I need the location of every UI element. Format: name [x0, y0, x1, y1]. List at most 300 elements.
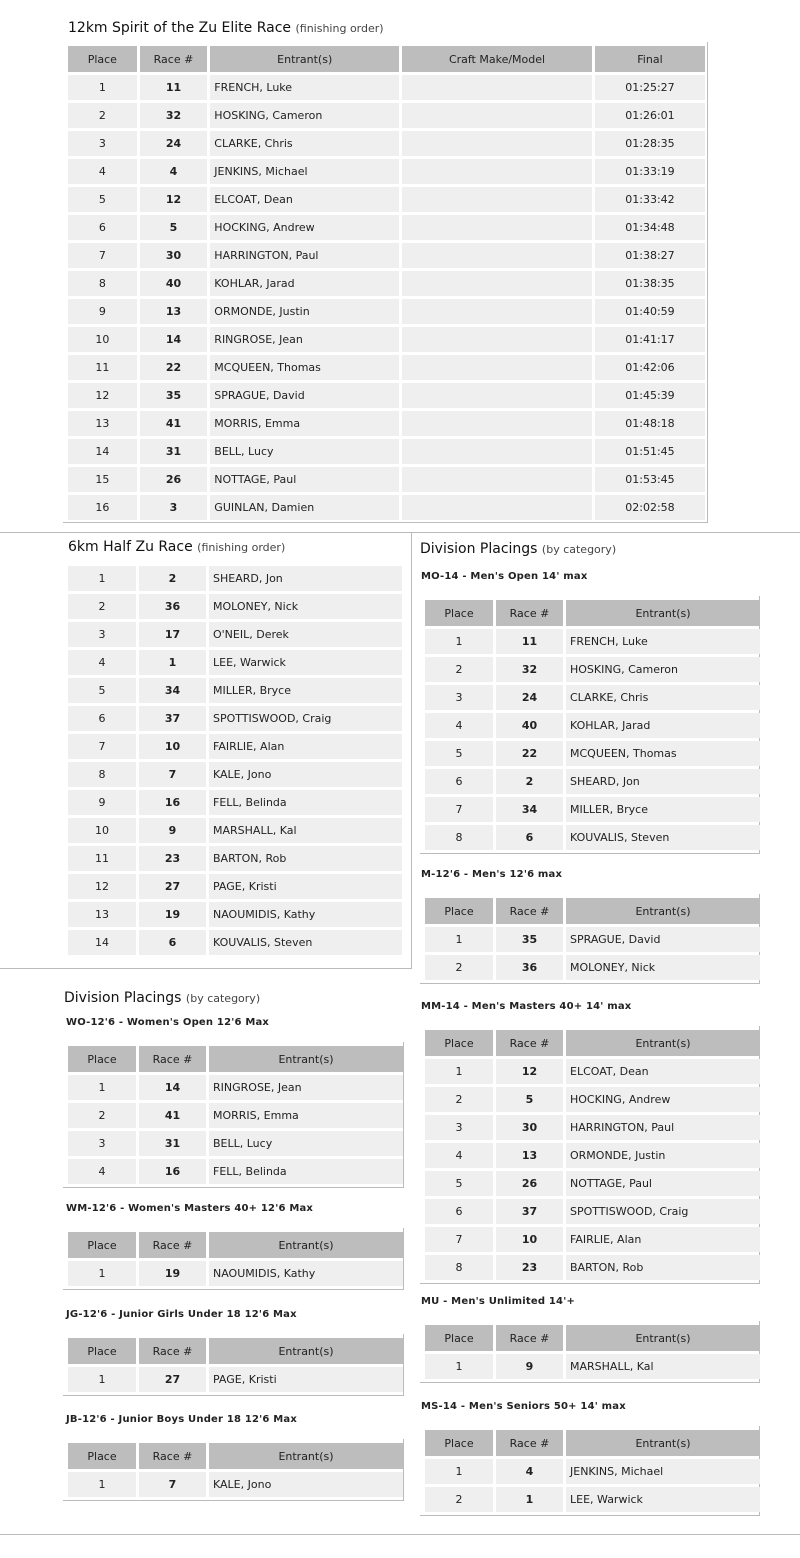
col-race-number: Race #	[496, 1325, 563, 1351]
cell-entrant: SPRAGUE, David	[566, 927, 760, 952]
cell-place: 8	[425, 825, 493, 850]
cell-race-number: 19	[139, 902, 206, 927]
cell-place: 2	[425, 1487, 493, 1512]
cell-race-number: 24	[496, 685, 563, 710]
cell-final: 01:38:27	[595, 243, 705, 268]
cell-entrant: FRENCH, Luke	[566, 629, 760, 654]
cell-race-number: 31	[139, 1131, 206, 1156]
table-row	[68, 1103, 403, 1128]
cell-entrant: MORRIS, Emma	[210, 411, 399, 436]
cell-entrant: KOUVALIS, Steven	[209, 930, 402, 955]
table-row	[68, 271, 705, 296]
cell-entrant: MCQUEEN, Thomas	[210, 355, 399, 380]
left-divisions-title	[64, 990, 260, 1006]
cell-race-number: 36	[496, 955, 563, 980]
cell-place: 6	[425, 769, 493, 794]
cell-place: 12	[68, 383, 137, 408]
table-row	[68, 187, 705, 212]
cell-entrant: JENKINS, Michael	[210, 159, 399, 184]
division-table	[422, 597, 763, 853]
cell-entrant: MILLER, Bryce	[209, 678, 402, 703]
cell-place: 1	[425, 1059, 493, 1084]
cell-entrant: KOUVALIS, Steven	[566, 825, 760, 850]
cell-place: 6	[68, 706, 136, 731]
cell-place: 10	[68, 327, 137, 352]
cell-entrant: HOCKING, Andrew	[566, 1087, 760, 1112]
table-row	[425, 1487, 760, 1512]
cell-entrant: FELL, Belinda	[209, 1159, 403, 1184]
col-place: Place	[425, 600, 493, 626]
col-place: Place	[425, 1325, 493, 1351]
col-entrant: Entrant(s)	[209, 1443, 403, 1469]
table-row	[68, 131, 705, 156]
cell-race-number: 10	[496, 1227, 563, 1252]
cell-race-number: 41	[140, 411, 208, 436]
table-row	[425, 713, 760, 738]
cell-race-number: 12	[496, 1059, 563, 1084]
cell-entrant: JENKINS, Michael	[566, 1459, 760, 1484]
cell-race-number: 13	[496, 1143, 563, 1168]
table-row	[68, 930, 402, 955]
division-label: MS-14 - Men's Seniors 50+ 14' max	[421, 1401, 626, 1412]
col-craft: Craft Make/Model	[402, 46, 592, 72]
table-row	[68, 594, 402, 619]
cell-craft	[402, 243, 592, 268]
cell-race-number: 1	[496, 1487, 563, 1512]
cell-final: 02:02:58	[595, 495, 705, 520]
cell-race-number: 2	[139, 566, 206, 591]
cell-entrant: SPRAGUE, David	[210, 383, 399, 408]
bottom-divider	[0, 1534, 800, 1535]
cell-entrant: NOTTAGE, Paul	[210, 467, 399, 492]
cell-race-number: 32	[496, 657, 563, 682]
cell-race-number: 37	[139, 706, 206, 731]
cell-place: 1	[68, 1261, 136, 1286]
cell-place: 7	[68, 243, 137, 268]
cell-entrant: LEE, Warwick	[566, 1487, 760, 1512]
table-row	[425, 657, 760, 682]
cell-entrant: SPOTTISWOOD, Craig	[566, 1199, 760, 1224]
cell-race-number: 31	[140, 439, 208, 464]
table-row	[68, 439, 705, 464]
cell-entrant: ORMONDE, Justin	[566, 1143, 760, 1168]
cell-entrant: BARTON, Rob	[566, 1255, 760, 1280]
cell-place: 3	[68, 1131, 136, 1156]
division-label: MM-14 - Men's Masters 40+ 14' max	[421, 1001, 632, 1012]
cell-race-number: 34	[496, 797, 563, 822]
col-place: Place	[425, 1030, 493, 1056]
table-row	[68, 818, 402, 843]
table-row	[425, 1199, 760, 1224]
cell-place: 4	[68, 650, 136, 675]
cell-place: 6	[68, 215, 137, 240]
cell-place: 9	[68, 790, 136, 815]
cell-place: 3	[425, 685, 493, 710]
col-race-number: Race #	[496, 898, 563, 924]
divisions-title-sub: (by category)	[541, 543, 617, 556]
cell-final: 01:45:39	[595, 383, 705, 408]
cell-entrant: MOLONEY, Nick	[566, 955, 760, 980]
cell-entrant: NAOUMIDIS, Kathy	[209, 1261, 403, 1286]
cell-race-number: 5	[140, 215, 208, 240]
cell-entrant: GUINLAN, Damien	[210, 495, 399, 520]
cell-craft	[402, 495, 592, 520]
cell-place: 6	[425, 1199, 493, 1224]
division-label: JG-12'6 - Junior Girls Under 18 12'6 Max	[66, 1309, 297, 1320]
table-row	[68, 327, 705, 352]
table-row	[68, 622, 402, 647]
cell-entrant: FAIRLIE, Alan	[209, 734, 402, 759]
col-place: Place	[68, 46, 137, 72]
table-row	[68, 299, 705, 324]
cell-entrant: O'NEIL, Derek	[209, 622, 402, 647]
cell-craft	[402, 215, 592, 240]
cell-entrant: SHEARD, Jon	[566, 769, 760, 794]
cell-final: 01:51:45	[595, 439, 705, 464]
cell-place: 15	[68, 467, 137, 492]
cell-race-number: 22	[140, 355, 208, 380]
cell-race-number: 22	[496, 741, 563, 766]
table-row	[68, 790, 402, 815]
col-race-number: Race #	[139, 1338, 206, 1364]
cell-race-number: 40	[496, 713, 563, 738]
cell-race-number: 13	[140, 299, 208, 324]
cell-place: 14	[68, 439, 137, 464]
cell-craft	[402, 159, 592, 184]
cell-race-number: 16	[139, 1159, 206, 1184]
cell-place: 5	[425, 741, 493, 766]
cell-final: 01:25:27	[595, 75, 705, 100]
cell-craft	[402, 299, 592, 324]
table-row	[425, 927, 760, 952]
cell-entrant: ELCOAT, Dean	[566, 1059, 760, 1084]
table-row	[68, 1472, 403, 1497]
cell-race-number: 24	[140, 131, 208, 156]
cell-craft	[402, 103, 592, 128]
table-row	[425, 685, 760, 710]
cell-place: 3	[68, 622, 136, 647]
cell-place: 1	[68, 566, 136, 591]
table-row	[425, 1059, 760, 1084]
cell-race-number: 6	[139, 930, 206, 955]
cell-race-number: 6	[496, 825, 563, 850]
cell-place: 4	[425, 713, 493, 738]
col-place: Place	[68, 1232, 136, 1258]
cell-final: 01:53:45	[595, 467, 705, 492]
cell-place: 8	[68, 762, 136, 787]
cell-final: 01:33:19	[595, 159, 705, 184]
cell-entrant: SHEARD, Jon	[209, 566, 402, 591]
cell-entrant: MOLONEY, Nick	[209, 594, 402, 619]
cell-entrant: BELL, Lucy	[210, 439, 399, 464]
cell-entrant: NAOUMIDIS, Kathy	[209, 902, 402, 927]
table-row	[68, 902, 402, 927]
col-race-number: Race #	[139, 1046, 206, 1072]
cell-place: 11	[68, 846, 136, 871]
table-row	[68, 846, 402, 871]
table-row	[425, 955, 760, 980]
division-table	[422, 1427, 763, 1515]
division-label: MU - Men's Unlimited 14'+	[421, 1296, 576, 1307]
table-row	[425, 1143, 760, 1168]
cell-final: 01:41:17	[595, 327, 705, 352]
division-label: M-12'6 - Men's 12'6 max	[421, 869, 563, 880]
cell-entrant: HOSKING, Cameron	[210, 103, 399, 128]
col-race-number: Race #	[496, 600, 563, 626]
table-row	[68, 1261, 403, 1286]
cell-race-number: 4	[496, 1459, 563, 1484]
table-row	[425, 1171, 760, 1196]
elite-title-text: 12km Spirit of the Zu Elite Race	[68, 20, 292, 36]
division-label: WM-12'6 - Women's Masters 40+ 12'6 Max	[66, 1203, 314, 1214]
half-title-text: 6km Half Zu Race	[68, 539, 193, 555]
cell-place: 3	[68, 131, 137, 156]
cell-place: 7	[425, 797, 493, 822]
cell-place: 2	[425, 1087, 493, 1112]
cell-craft	[402, 187, 592, 212]
cell-place: 12	[68, 874, 136, 899]
cell-final: 01:34:48	[595, 215, 705, 240]
cell-race-number: 19	[139, 1261, 206, 1286]
cell-race-number: 4	[140, 159, 208, 184]
cell-place: 8	[68, 271, 137, 296]
table-row	[68, 566, 402, 591]
cell-final: 01:33:42	[595, 187, 705, 212]
cell-place: 1	[68, 1367, 136, 1392]
table-row	[68, 1131, 403, 1156]
cell-place: 5	[68, 678, 136, 703]
table-row	[425, 1115, 760, 1140]
col-place: Place	[68, 1443, 136, 1469]
cell-place: 2	[68, 103, 137, 128]
cell-final: 01:38:35	[595, 271, 705, 296]
cell-place: 4	[425, 1143, 493, 1168]
table-row	[425, 1354, 760, 1379]
col-race-number: Race #	[139, 1443, 206, 1469]
cell-entrant: NOTTAGE, Paul	[566, 1171, 760, 1196]
cell-entrant: CLARKE, Chris	[210, 131, 399, 156]
cell-race-number: 32	[140, 103, 208, 128]
cell-race-number: 36	[139, 594, 206, 619]
cell-race-number: 14	[140, 327, 208, 352]
cell-entrant: RINGROSE, Jean	[210, 327, 399, 352]
cell-race-number: 35	[496, 927, 563, 952]
cell-entrant: KALE, Jono	[209, 1472, 403, 1497]
cell-entrant: FRENCH, Luke	[210, 75, 399, 100]
divisions-title-text: Division Placings	[420, 541, 538, 557]
cell-entrant: ORMONDE, Justin	[210, 299, 399, 324]
cell-entrant: ELCOAT, Dean	[210, 187, 399, 212]
col-place: Place	[68, 1046, 136, 1072]
cell-entrant: HOSKING, Cameron	[566, 657, 760, 682]
cell-craft	[402, 75, 592, 100]
cell-place: 2	[425, 657, 493, 682]
cell-entrant: MARSHALL, Kal	[209, 818, 402, 843]
col-entrant: Entrant(s)	[566, 1325, 760, 1351]
col-race-number: Race #	[140, 46, 208, 72]
division-label: MO-14 - Men's Open 14' max	[421, 571, 588, 582]
cell-place: 13	[68, 411, 137, 436]
cell-place: 7	[68, 734, 136, 759]
table-row	[425, 629, 760, 654]
cell-craft	[402, 355, 592, 380]
table-row	[425, 741, 760, 766]
half-title-sub: (finishing order)	[197, 541, 286, 554]
cell-race-number: 30	[496, 1115, 563, 1140]
cell-final: 01:48:18	[595, 411, 705, 436]
cell-place: 2	[68, 594, 136, 619]
col-entrant: Entrant(s)	[566, 1430, 760, 1456]
cell-entrant: BARTON, Rob	[209, 846, 402, 871]
cell-craft	[402, 271, 592, 296]
cell-entrant: KOHLAR, Jarad	[210, 271, 399, 296]
division-table	[65, 1043, 406, 1187]
cell-race-number: 23	[139, 846, 206, 871]
cell-race-number: 37	[496, 1199, 563, 1224]
table-row	[68, 1367, 403, 1392]
cell-entrant: CLARKE, Chris	[566, 685, 760, 710]
cell-final: 01:28:35	[595, 131, 705, 156]
table-row	[68, 383, 705, 408]
cell-race-number: 26	[140, 467, 208, 492]
cell-entrant: PAGE, Kristi	[209, 1367, 403, 1392]
elite-results-table	[65, 43, 708, 523]
cell-final: 01:42:06	[595, 355, 705, 380]
col-entrant: Entrant(s)	[210, 46, 399, 72]
table-row	[425, 1227, 760, 1252]
cell-craft	[402, 439, 592, 464]
division-table	[65, 1335, 406, 1395]
division-table	[65, 1440, 406, 1500]
table-row	[68, 103, 705, 128]
cell-place: 7	[425, 1227, 493, 1252]
cell-place: 4	[68, 159, 137, 184]
table-row	[68, 411, 705, 436]
cell-place: 1	[425, 927, 493, 952]
col-place: Place	[425, 898, 493, 924]
cell-place: 1	[68, 1075, 136, 1100]
col-entrant: Entrant(s)	[566, 600, 760, 626]
division-table	[422, 1322, 763, 1382]
cell-craft	[402, 383, 592, 408]
cell-entrant: FAIRLIE, Alan	[566, 1227, 760, 1252]
cell-race-number: 1	[139, 650, 206, 675]
cell-place: 13	[68, 902, 136, 927]
cell-place: 5	[425, 1171, 493, 1196]
col-entrant: Entrant(s)	[566, 1030, 760, 1056]
col-entrant: Entrant(s)	[209, 1232, 403, 1258]
cell-race-number: 40	[140, 271, 208, 296]
cell-race-number: 9	[139, 818, 206, 843]
col-race-number: Race #	[496, 1430, 563, 1456]
cell-entrant: KALE, Jono	[209, 762, 402, 787]
elite-race-title	[68, 20, 384, 36]
cell-race-number: 16	[139, 790, 206, 815]
cell-entrant: KOHLAR, Jarad	[566, 713, 760, 738]
cell-race-number: 27	[139, 874, 206, 899]
cell-entrant: MILLER, Bryce	[566, 797, 760, 822]
cell-race-number: 27	[139, 1367, 206, 1392]
division-table	[422, 895, 763, 983]
cell-place: 4	[68, 1159, 136, 1184]
table-row	[425, 1087, 760, 1112]
cell-entrant: MORRIS, Emma	[209, 1103, 403, 1128]
cell-place: 8	[425, 1255, 493, 1280]
cell-place: 1	[68, 75, 137, 100]
table-row	[68, 159, 705, 184]
table-row	[68, 678, 402, 703]
table-row	[68, 650, 402, 675]
table-row	[68, 355, 705, 380]
table-row	[68, 706, 402, 731]
cell-race-number: 34	[139, 678, 206, 703]
cell-place: 10	[68, 818, 136, 843]
col-place: Place	[68, 1338, 136, 1364]
cell-entrant: HARRINGTON, Paul	[566, 1115, 760, 1140]
division-label: JB-12'6 - Junior Boys Under 18 12'6 Max	[66, 1414, 298, 1425]
cell-place: 5	[68, 187, 137, 212]
cell-place: 3	[425, 1115, 493, 1140]
table-row	[68, 874, 402, 899]
cell-entrant: SPOTTISWOOD, Craig	[209, 706, 402, 731]
division-table	[422, 1027, 763, 1283]
cell-race-number: 5	[496, 1087, 563, 1112]
cell-place: 16	[68, 495, 137, 520]
col-race-number: Race #	[139, 1232, 206, 1258]
table-row	[68, 762, 402, 787]
cell-craft	[402, 131, 592, 156]
col-final: Final	[595, 46, 705, 72]
cell-race-number: 12	[140, 187, 208, 212]
cell-place: 9	[68, 299, 137, 324]
cell-race-number: 3	[140, 495, 208, 520]
division-table	[65, 1229, 406, 1289]
cell-place: 1	[68, 1472, 136, 1497]
table-row	[425, 1255, 760, 1280]
cell-entrant: RINGROSE, Jean	[209, 1075, 403, 1100]
cell-race-number: 7	[139, 762, 206, 787]
cell-entrant: BELL, Lucy	[209, 1131, 403, 1156]
cell-final: 01:26:01	[595, 103, 705, 128]
table-row	[425, 1459, 760, 1484]
cell-craft	[402, 467, 592, 492]
cell-entrant: PAGE, Kristi	[209, 874, 402, 899]
cell-place: 11	[68, 355, 137, 380]
cell-place: 1	[425, 629, 493, 654]
table-row	[68, 734, 402, 759]
table-row	[68, 215, 705, 240]
col-entrant: Entrant(s)	[566, 898, 760, 924]
elite-title-sub: (finishing order)	[295, 22, 384, 35]
col-place: Place	[425, 1430, 493, 1456]
cell-race-number: 41	[139, 1103, 206, 1128]
cell-entrant: MARSHALL, Kal	[566, 1354, 760, 1379]
table-row	[68, 1075, 403, 1100]
cell-race-number: 35	[140, 383, 208, 408]
cell-place: 2	[425, 955, 493, 980]
cell-race-number: 17	[139, 622, 206, 647]
cell-race-number: 2	[496, 769, 563, 794]
cell-race-number: 23	[496, 1255, 563, 1280]
divisions-title-sub: (by category)	[185, 992, 261, 1005]
half-results-table	[65, 563, 405, 958]
cell-entrant: HARRINGTON, Paul	[210, 243, 399, 268]
cell-place: 1	[425, 1354, 493, 1379]
col-race-number: Race #	[496, 1030, 563, 1056]
division-label: WO-12'6 - Women's Open 12'6 Max	[66, 1017, 270, 1028]
cell-entrant: HOCKING, Andrew	[210, 215, 399, 240]
table-row	[68, 495, 705, 520]
